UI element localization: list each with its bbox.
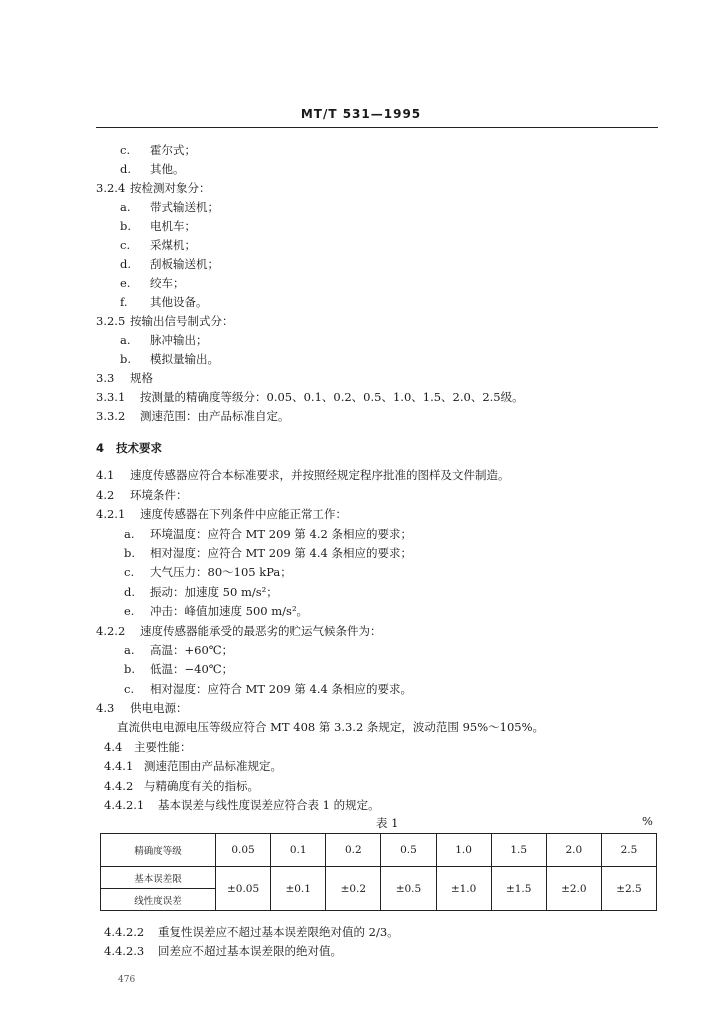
clause-4-4-2-2 — [104, 925, 399, 939]
clause-number: 4.2 — [96, 488, 115, 502]
grade-cell: 1.5 — [491, 834, 546, 867]
item-4-2-1-e — [124, 604, 308, 618]
clause-number: 4.1 — [96, 468, 115, 482]
table-caption: 表 1 — [376, 816, 399, 830]
limit-cell: ±0.2 — [326, 867, 381, 911]
clause-number: 3.3 — [96, 371, 115, 385]
item-4-2-2-a — [124, 643, 233, 657]
clause-number: 4.4.2.3 — [104, 944, 145, 958]
item-3-2-3-d — [120, 162, 185, 176]
clause-4-1 — [96, 468, 510, 482]
item-4-2-1-b — [124, 546, 412, 560]
clause-number: 4.2.2 — [96, 624, 126, 638]
clause-text: 速度传感器能承受的最恶劣的贮运气候条件为： — [140, 624, 382, 638]
clause-4-4-1 — [104, 759, 282, 773]
page-number: 476 — [118, 975, 136, 985]
grade-cell: 2.0 — [546, 834, 601, 867]
clause-number: 4.4 — [104, 740, 123, 754]
clause-text: 速度传感器应符合本标准要求，并按照经规定程序批准的图样及文件制造。 — [130, 468, 510, 482]
table-unit: % — [642, 814, 653, 828]
clause-number: 3.2.4 — [96, 181, 126, 195]
item-3-2-4-e — [120, 276, 185, 290]
item-4-2-1-a — [124, 527, 412, 541]
item-number: a. — [124, 527, 135, 541]
clause-text: 回差应不超过基本误差限的绝对值。 — [158, 944, 342, 958]
clause-number: 4.3 — [96, 701, 115, 715]
clause-text: 规格 — [130, 371, 153, 385]
clause-number: 4.4.2 — [104, 779, 134, 793]
item-text: 低温：−40℃； — [150, 662, 234, 676]
item-number: b. — [120, 219, 132, 233]
item-text: 相对湿度：应符合 MT 209 第 4.4 条相应的要求。 — [150, 682, 412, 696]
clause-4-4 — [104, 740, 192, 754]
item-text: 高温：+60℃； — [150, 643, 234, 657]
clause-4-2 — [96, 488, 188, 502]
item-text: 相对湿度：应符合 MT 209 第 4.4 条相应的要求； — [150, 546, 412, 560]
clause-number: 4.2.1 — [96, 507, 126, 521]
clause-3-3-2 — [96, 409, 290, 423]
clause-4-4-2 — [104, 779, 259, 793]
table-row-basic-error — [101, 867, 657, 889]
body-text: 直流供电电源电压等级应符合 MT 408 第 3.3.2 条规定，波动范围 95%～105%。 — [117, 720, 545, 734]
clause-text: 与精确度有关的指标。 — [144, 779, 259, 793]
item-number: b. — [120, 352, 132, 366]
item-text: 振动：加速度 50 m/s²； — [150, 585, 278, 599]
item-number: d. — [124, 585, 136, 599]
item-text: 其他设备。 — [150, 295, 208, 309]
page-header: MT/T 531—1995 — [300, 107, 422, 121]
item-number: c. — [120, 143, 131, 157]
clause-text: 测速范围由产品标准规定。 — [144, 759, 282, 773]
item-text: 电机车； — [150, 219, 196, 233]
limit-cell: ±0.05 — [216, 867, 271, 911]
section-4-heading — [96, 441, 162, 455]
item-4-2-1-c — [124, 565, 292, 579]
item-3-2-4-b — [120, 219, 196, 233]
table-header-row — [101, 834, 657, 867]
item-3-2-4-d — [120, 257, 219, 271]
limit-cell: ±1.0 — [436, 867, 491, 911]
grade-cell: 2.5 — [601, 834, 656, 867]
header-label-cell: 精确度等级 — [101, 834, 216, 867]
clause-4-2-2 — [96, 624, 382, 638]
row-label-cell: 线性度误差 — [101, 889, 216, 911]
section-title: 技术要求 — [116, 441, 162, 455]
clause-3-2-4 — [96, 181, 211, 195]
section-number: 4 — [96, 441, 105, 455]
item-number: c. — [124, 565, 135, 579]
item-number: a. — [124, 643, 135, 657]
grade-cell: 0.1 — [271, 834, 326, 867]
limit-cell: ±2.5 — [601, 867, 656, 911]
clause-text: 环境条件： — [130, 488, 188, 502]
item-number: d. — [120, 257, 132, 271]
table-1 — [100, 833, 657, 911]
item-text: 采煤机； — [150, 238, 196, 252]
clause-4-2-1 — [96, 507, 347, 521]
clause-number: 3.2.5 — [96, 314, 126, 328]
item-4-2-2-b — [124, 662, 233, 676]
clause-text: 测速范围：由产品标准自定。 — [140, 409, 290, 423]
grade-cell: 0.05 — [216, 834, 271, 867]
clause-3-2-5 — [96, 314, 234, 328]
item-3-2-4-f — [120, 295, 208, 309]
limit-cell: ±2.0 — [546, 867, 601, 911]
item-4-2-2-c — [124, 682, 412, 696]
clause-number: 3.3.2 — [96, 409, 126, 423]
clause-4-4-2-1 — [104, 798, 380, 812]
clause-4-3-body — [117, 720, 544, 734]
clause-3-3 — [96, 371, 153, 385]
clause-text: 按输出信号制式分： — [130, 314, 234, 328]
item-number: b. — [124, 662, 136, 676]
row-label-cell: 基本误差限 — [101, 867, 216, 889]
item-number: b. — [124, 546, 136, 560]
item-text: 大气压力：80～105 kPa； — [150, 565, 292, 579]
clause-number: 4.4.2.2 — [104, 925, 145, 939]
item-number: d. — [120, 162, 132, 176]
item-text: 绞车； — [150, 276, 185, 290]
clause-4-4-2-3 — [104, 944, 342, 958]
clause-number: 3.3.1 — [96, 390, 126, 404]
item-number: e. — [120, 276, 131, 290]
item-text: 冲击：峰值加速度 500 m/s²。 — [150, 604, 309, 618]
item-text: 其他。 — [150, 162, 185, 176]
clause-4-3 — [96, 701, 188, 715]
clause-text: 重复性误差应不超过基本误差限绝对值的 2/3。 — [158, 925, 399, 939]
item-3-2-5-b — [120, 352, 219, 366]
item-number: c. — [120, 238, 131, 252]
item-text: 环境温度：应符合 MT 209 第 4.2 条相应的要求； — [150, 527, 412, 541]
limit-cell: ±1.5 — [491, 867, 546, 911]
item-text: 霍尔式； — [150, 143, 196, 157]
clause-text: 按检测对象分： — [130, 181, 211, 195]
grade-cell: 0.2 — [326, 834, 381, 867]
item-text: 带式输送机； — [150, 200, 219, 214]
clause-text: 速度传感器在下列条件中应能正常工作： — [140, 507, 347, 521]
clause-number: 4.4.1 — [104, 759, 134, 773]
grade-cell: 0.5 — [381, 834, 436, 867]
item-3-2-4-c — [120, 238, 196, 252]
item-number: c. — [124, 682, 135, 696]
grade-cell: 1.0 — [436, 834, 491, 867]
limit-cell: ±0.5 — [381, 867, 436, 911]
clause-text: 基本误差与线性度误差应符合表 1 的规定。 — [158, 798, 380, 812]
item-3-2-5-a — [120, 333, 208, 347]
item-number: a. — [120, 333, 131, 347]
item-text: 刮板输送机； — [150, 257, 219, 271]
clause-text: 主要性能： — [134, 740, 192, 754]
item-number: a. — [120, 200, 131, 214]
limit-cell: ±0.1 — [271, 867, 326, 911]
item-3-2-3-c — [120, 143, 196, 157]
item-text: 模拟量输出。 — [150, 352, 219, 366]
clause-text: 按测量的精确度等级分：0.05、0.1、0.2、0.5、1.0、1.5、2.0、2.5级。 — [140, 390, 524, 404]
header-rule — [96, 127, 658, 128]
item-number: f. — [120, 295, 128, 309]
item-4-2-1-d — [124, 585, 278, 599]
item-text: 脉冲输出； — [150, 333, 208, 347]
clause-text: 供电电源： — [130, 701, 188, 715]
clause-3-3-1 — [96, 390, 524, 404]
clause-number: 4.4.2.1 — [104, 798, 145, 812]
item-3-2-4-a — [120, 200, 219, 214]
item-number: e. — [124, 604, 135, 618]
